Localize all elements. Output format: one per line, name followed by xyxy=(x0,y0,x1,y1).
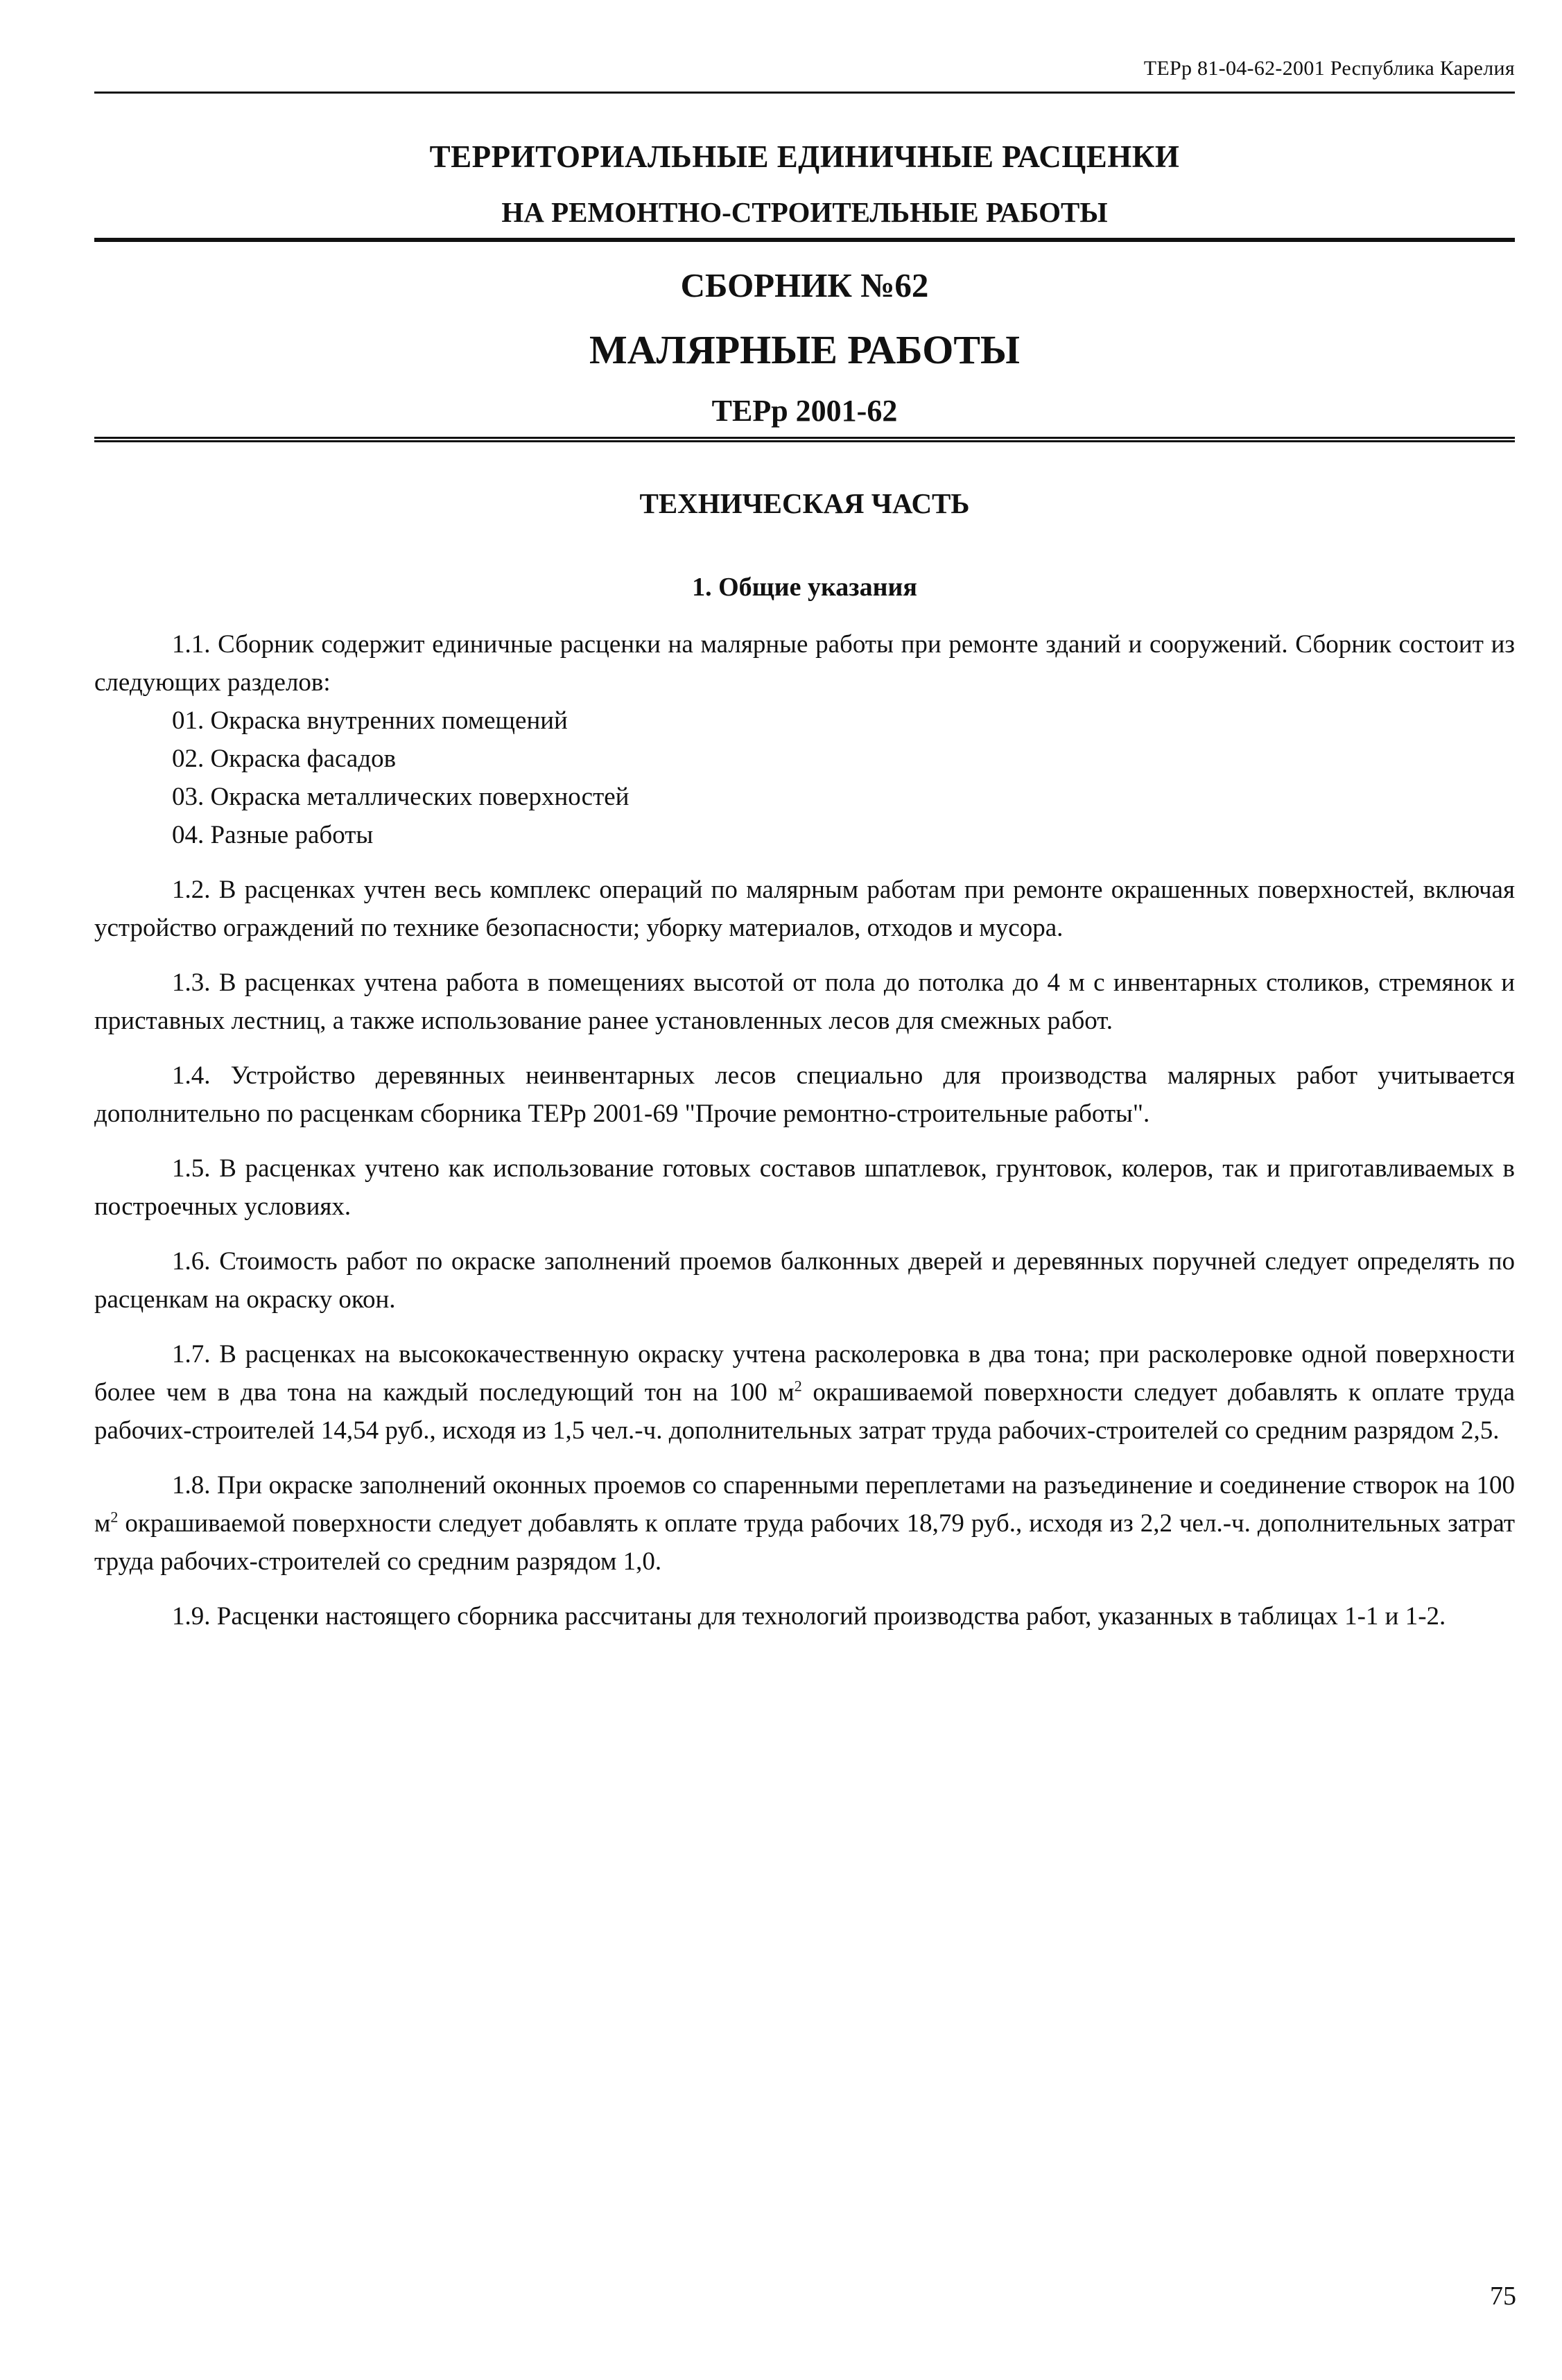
collection-code: ТЕРр 2001-62 xyxy=(711,394,898,428)
paragraph-1-4: 1.4. Устройство деревянных неинвентарных лесов специально для производства малярных работ учитывается дополнительно по расценкам сборника ТЕРр 2001-69 "Прочие ремонтно-строительные работы". xyxy=(94,1061,1515,1128)
collection-number: СБОРНИК №62 xyxy=(680,266,929,304)
list-item: 04. Разные работы xyxy=(172,821,374,849)
title-line-1: ТЕРРИТОРИАЛЬНЫЕ ЕДИНИЧНЫЕ РАСЦЕНКИ xyxy=(429,139,1180,174)
paragraph-1-6: 1.6. Стоимость работ по окраске заполнений проемов балконных дверей и деревянных поручней следует определять по расценкам на окраску окон. xyxy=(94,1247,1515,1314)
page-number: 75 xyxy=(1490,2282,1516,2311)
section-heading: ТЕХНИЧЕСКАЯ ЧАСТЬ xyxy=(639,487,970,519)
paragraph-1-7-end: окрашиваемой поверхности следует добавлять к оплате труда рабочих-строителей 14,54 руб., исходя из 1,5 чел.-ч. дополнительных затрат труда рабочих-строителей со средним разрядом 2,5. xyxy=(94,1378,1515,1445)
title-rule xyxy=(94,238,1515,242)
list-item: 01. Окраска внутренних помещений xyxy=(172,706,568,735)
paragraph-1-7 xyxy=(94,1335,1515,1450)
paragraph-1-8-start: 1.8. При окраске заполнений оконных проемов со спаренными переплетами на разъединение и соединение створок на 100 м xyxy=(94,1471,1515,1538)
paragraph-1-5: 1.5. В расценках учтено как использование готовых составов шпатлевок, грунтовок, колеров, так и приготавливаемых в построечных условиях. xyxy=(94,1154,1515,1221)
title-line-2: НА РЕМОНТНО-СТРОИТЕЛЬНЫЕ РАБОТЫ xyxy=(501,196,1108,228)
collection-name: МАЛЯРНЫЕ РАБОТЫ xyxy=(589,327,1020,372)
paragraph-1-8-end: окрашиваемой поверхности следует добавлять к оплате труда рабочих 18,79 руб., исходя из 2,2 чел.-ч. дополнительных затрат труда рабочих-строителей со средним разрядом 1,0. xyxy=(94,1509,1515,1576)
body-text xyxy=(94,625,1515,1635)
list-item: 03. Окраска металлических поверхностей xyxy=(172,783,630,811)
paragraph-1-8 xyxy=(94,1466,1515,1581)
paragraph-1-3: 1.3. В расценках учтена работа в помещениях высотой от пола до потолка до 4 м с инвентарных столиков, стремянок и приставных лестниц, а также использование ранее установленных лесов для смежных работ. xyxy=(94,968,1515,1035)
paragraph-1-1: 1.1. Сборник содержит единичные расценки на малярные работы при ремонте зданий и сооружений. Сборник состоит из следующих разделов: xyxy=(94,630,1515,697)
paragraph-1-2: 1.2. В расценках учтен весь комплекс операций по малярным работам при ремонте окрашенных поверхностей, включая устройство ограждений по технике безопасности; уборку материалов, отходов и мусора. xyxy=(94,876,1515,942)
paragraph-1-9: 1.9. Расценки настоящего сборника рассчитаны для технологий производства работ, указанных в таблицах 1-1 и 1-2. xyxy=(172,1602,1446,1631)
running-header: ТЕРр 81-04-62-2001 Республика Карелия xyxy=(1143,57,1515,80)
square-superscript: 2 xyxy=(110,1508,119,1526)
subsection-heading: 1. Общие указания xyxy=(692,573,917,602)
paragraph-1-7-start: 1.7. В расценках на высококачественную окраску учтена расколеровка в два тона; при расколеровке одной поверхности более чем в два тона на каждый последующий тон на 100 м xyxy=(94,1340,1515,1407)
code-double-rule xyxy=(94,437,1515,442)
header-rule xyxy=(94,92,1515,94)
square-superscript: 2 xyxy=(794,1377,802,1395)
list-item: 02. Окраска фасадов xyxy=(172,745,397,773)
